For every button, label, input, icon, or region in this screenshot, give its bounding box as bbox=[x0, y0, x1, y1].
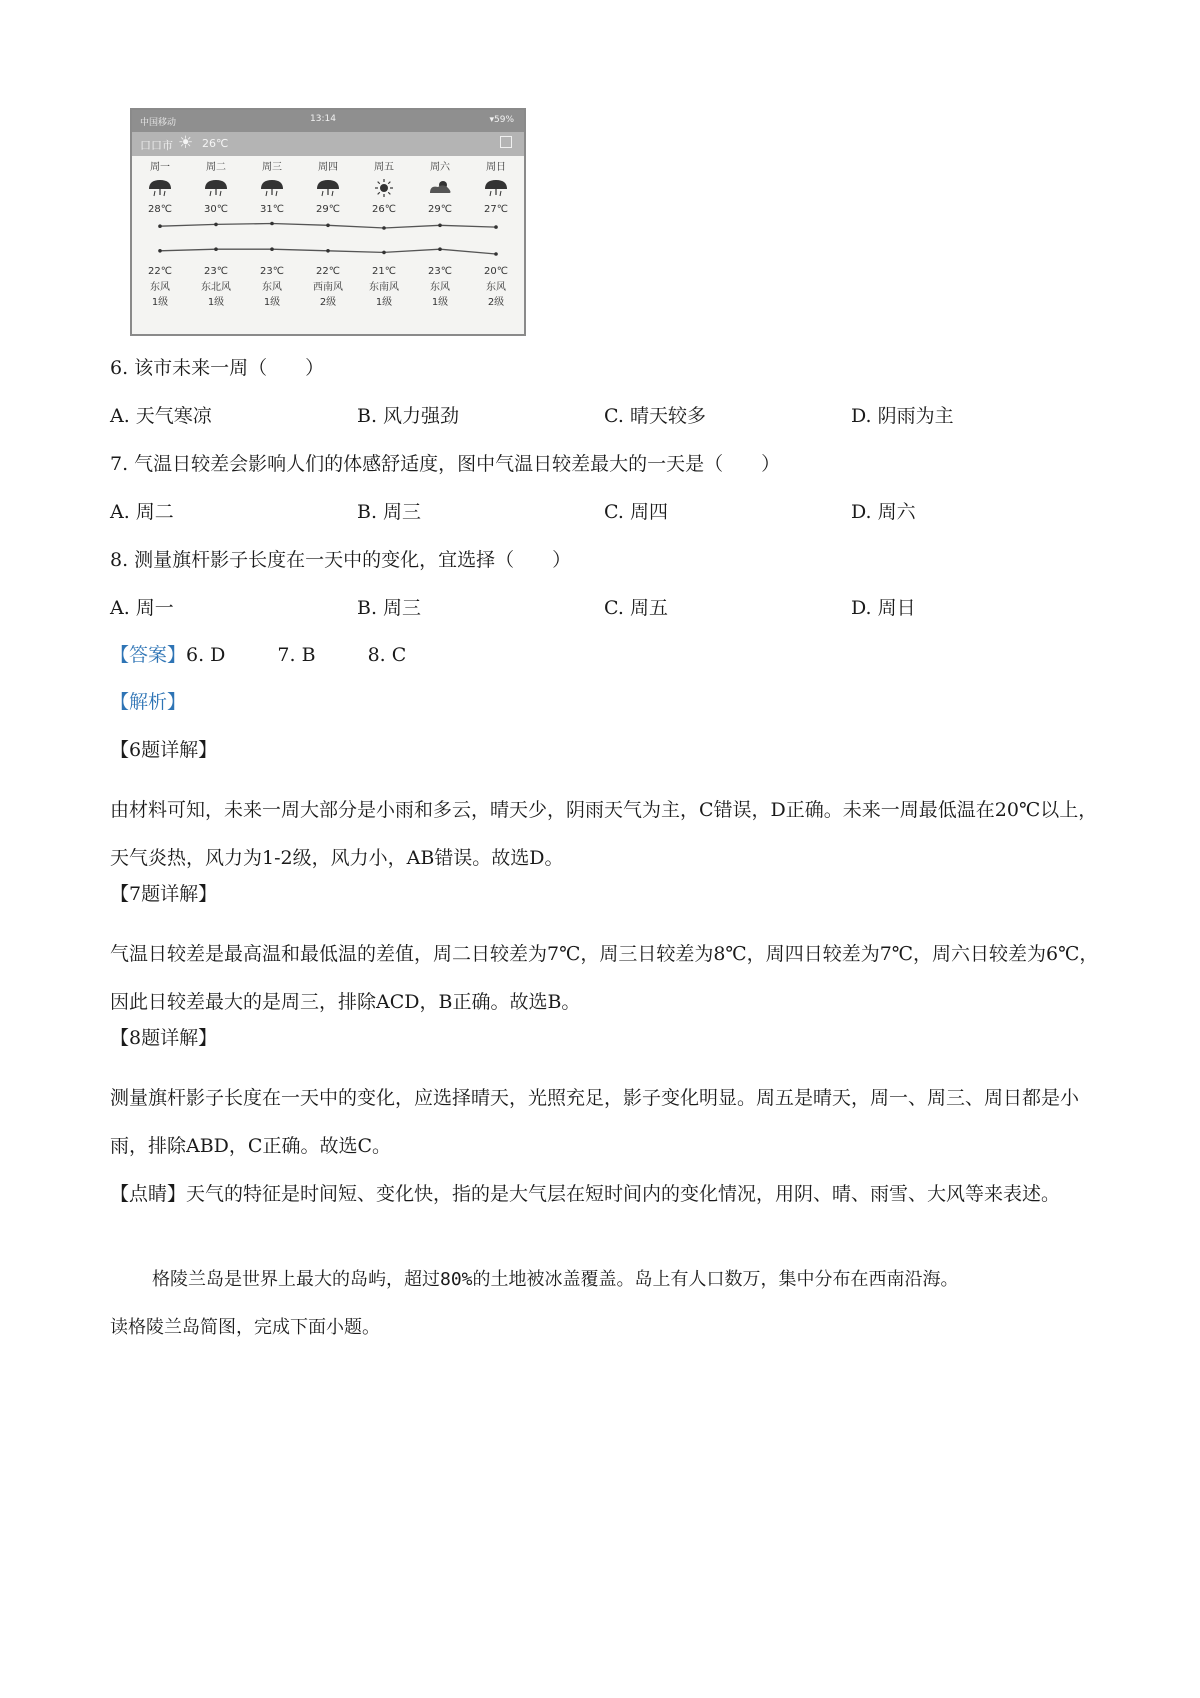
sun-icon bbox=[380, 184, 388, 192]
high-temp-label: 31℃ bbox=[260, 204, 284, 215]
high-temp-label: 26℃ bbox=[372, 204, 396, 215]
q8-option-c: C. 周五 bbox=[604, 597, 668, 619]
day-label: 周一 bbox=[150, 162, 170, 173]
detail-8-text: 测量旗杆影子长度在一天中的变化，应选择晴天，光照充足，影子变化明显。周五是晴天，周一、周三、周日都是小雨，排除ABD，C正确。故选C。 bbox=[110, 1087, 1080, 1157]
clock-label: 13:14 bbox=[310, 114, 336, 124]
q6-option-d: D. 阴雨为主 bbox=[851, 405, 954, 427]
rain-cloud-icon bbox=[317, 180, 339, 189]
rain-drop bbox=[164, 191, 165, 196]
rain-drop bbox=[500, 191, 501, 196]
high-temp-point bbox=[494, 225, 498, 229]
day-label: 周二 bbox=[206, 162, 226, 173]
low-temp-point bbox=[270, 247, 274, 251]
q6-option-c: C. 晴天较多 bbox=[604, 405, 706, 427]
tip-text: 【点睛】天气的特征是时间短、变化快，指的是大气层在短时间内的变化情况，用阴、晴、雨雪、大风等来表述。 bbox=[110, 1183, 1061, 1205]
high-temp-label: 30℃ bbox=[204, 204, 228, 215]
question-8-stem: 8. 测量旗杆影子长度在一天中的变化，宜选择（ ） bbox=[110, 549, 572, 571]
day-label: 周五 bbox=[374, 162, 394, 173]
city-name: 口口市 bbox=[140, 139, 173, 152]
question-7-stem: 7. 气温日较差会影响人们的体感舒适度，图中气温日较差最大的一天是（ ） bbox=[110, 453, 781, 475]
wind-level-label: 1级 bbox=[431, 297, 449, 308]
high-temp-point bbox=[382, 226, 386, 230]
rain-cloud-icon bbox=[149, 180, 171, 189]
high-temp-point bbox=[214, 223, 218, 227]
rain-drop bbox=[210, 191, 211, 196]
low-temp-label: 23℃ bbox=[260, 266, 284, 277]
weather-forecast-image bbox=[130, 108, 526, 336]
day-label: 周六 bbox=[430, 162, 450, 173]
rain-drop bbox=[322, 191, 323, 196]
wind-direction-label: 东北风 bbox=[201, 282, 231, 293]
question-6-stem: 6. 该市未来一周（ ） bbox=[110, 357, 325, 379]
low-temp-label: 22℃ bbox=[316, 266, 340, 277]
wind-level-label: 2级 bbox=[319, 297, 337, 308]
q7-option-a: A. 周二 bbox=[110, 501, 174, 523]
wind-direction-label: 东南风 bbox=[369, 282, 399, 293]
rain-drop bbox=[220, 191, 221, 196]
high-temp-label: 28℃ bbox=[148, 204, 172, 215]
cloud-shape bbox=[430, 185, 451, 193]
wind-level-label: 1级 bbox=[375, 297, 393, 308]
high-temp-point bbox=[438, 224, 442, 228]
low-temp-point bbox=[158, 249, 162, 253]
detail-6-text: 由材料可知，未来一周大部分是小雨和多云，晴天少，阴雨天气为主，C错误，D正确。未来一周最低温在20℃以上，天气炎热，风力为1-2级，风力小，AB错误。故选D。 bbox=[110, 799, 1098, 869]
rain-cloud-icon bbox=[261, 180, 283, 189]
edit-icon bbox=[500, 136, 512, 148]
sun-ray bbox=[388, 192, 390, 194]
low-temp-point bbox=[438, 247, 442, 251]
wind-level-label: 1级 bbox=[207, 297, 225, 308]
detail-7-title: 【7题详解】 bbox=[110, 883, 218, 905]
low-temp-point bbox=[494, 252, 498, 256]
city-bar bbox=[132, 132, 524, 156]
q7-option-d: D. 周六 bbox=[851, 501, 916, 523]
intro-line-2: 读格陵兰岛简图，完成下面小题。 bbox=[110, 1317, 380, 1338]
q6-option-b: B. 风力强劲 bbox=[357, 405, 460, 427]
wind-direction-label: 东风 bbox=[486, 282, 506, 293]
rain-drop bbox=[490, 191, 491, 196]
answer-line bbox=[110, 643, 406, 667]
intro-line-1: 格陵兰岛是世界上最大的岛屿，超过80%的土地被冰盖覆盖。岛上有人口数万，集中分布在西南沿海。 bbox=[152, 1269, 959, 1290]
analysis-label: 【解析】 bbox=[110, 691, 187, 713]
detail-8-title: 【8题详解】 bbox=[110, 1027, 218, 1049]
q6-option-a: A. 天气寒凉 bbox=[110, 405, 212, 427]
rain-drop bbox=[332, 191, 333, 196]
low-temp-point bbox=[326, 249, 330, 253]
wind-level-label: 2级 bbox=[487, 297, 505, 308]
high-temp-label: 29℃ bbox=[428, 204, 452, 215]
low-temp-label: 20℃ bbox=[484, 266, 508, 277]
detail-7-text: 气温日较差是最高温和最低温的差值，周二日较差为7℃，周三日较差为8℃，周四日较差为7℃，周六日较差为6℃，因此日较差最大的是周三，排除ACD，B正确。故选B。 bbox=[110, 943, 1099, 1013]
day-label: 周三 bbox=[262, 162, 282, 173]
low-temp-point bbox=[382, 251, 386, 255]
sun-ray bbox=[388, 182, 390, 184]
day-label: 周日 bbox=[486, 162, 506, 173]
phone-status-bar bbox=[132, 110, 524, 132]
high-temp-label: 27℃ bbox=[484, 204, 508, 215]
wind-direction-label: 东风 bbox=[150, 282, 170, 293]
wind-direction-label: 东风 bbox=[430, 282, 450, 293]
rain-drop bbox=[266, 191, 267, 196]
low-temp-label: 23℃ bbox=[204, 266, 228, 277]
rain-drop bbox=[154, 191, 155, 196]
high-temp-point bbox=[270, 222, 274, 226]
carrier-label: 中国移动 bbox=[140, 118, 177, 128]
forecast-grid bbox=[132, 156, 524, 334]
rain-cloud-icon bbox=[205, 180, 227, 189]
detail-6-title: 【6题详解】 bbox=[110, 739, 218, 761]
wind-level-label: 1级 bbox=[151, 297, 169, 308]
day-label: 周四 bbox=[318, 162, 338, 173]
answer-label: 【答案】 bbox=[110, 644, 187, 666]
low-temp-point bbox=[214, 247, 218, 251]
answer-6: 6. D bbox=[186, 644, 226, 666]
rain-drop bbox=[276, 191, 277, 196]
q7-option-b: B. 周三 bbox=[357, 501, 422, 523]
answer-8: 8. C bbox=[367, 644, 407, 666]
q8-option-b: B. 周三 bbox=[357, 597, 422, 619]
wind-direction-label: 西南风 bbox=[313, 282, 343, 293]
high-temp-point bbox=[158, 224, 162, 228]
q8-option-a: A. 周一 bbox=[110, 597, 174, 619]
answer-7: 7. B bbox=[277, 644, 316, 666]
current-temp: 26℃ bbox=[202, 137, 229, 150]
high-temp-label: 29℃ bbox=[316, 204, 340, 215]
q8-option-d: D. 周日 bbox=[851, 597, 916, 619]
sun-icon: ☀ bbox=[178, 133, 194, 153]
q7-option-c: C. 周四 bbox=[604, 501, 668, 523]
high-temp-point bbox=[326, 224, 330, 228]
low-temp-label: 23℃ bbox=[428, 266, 452, 277]
wind-level-label: 1级 bbox=[263, 297, 281, 308]
rain-cloud-icon bbox=[485, 180, 507, 189]
sun-ray bbox=[378, 192, 380, 194]
wind-direction-label: 东风 bbox=[262, 282, 282, 293]
low-temp-label: 21℃ bbox=[372, 266, 396, 277]
battery-label: ▾59% bbox=[489, 115, 514, 125]
sun-ray bbox=[378, 182, 380, 184]
low-temp-label: 22℃ bbox=[148, 266, 172, 277]
